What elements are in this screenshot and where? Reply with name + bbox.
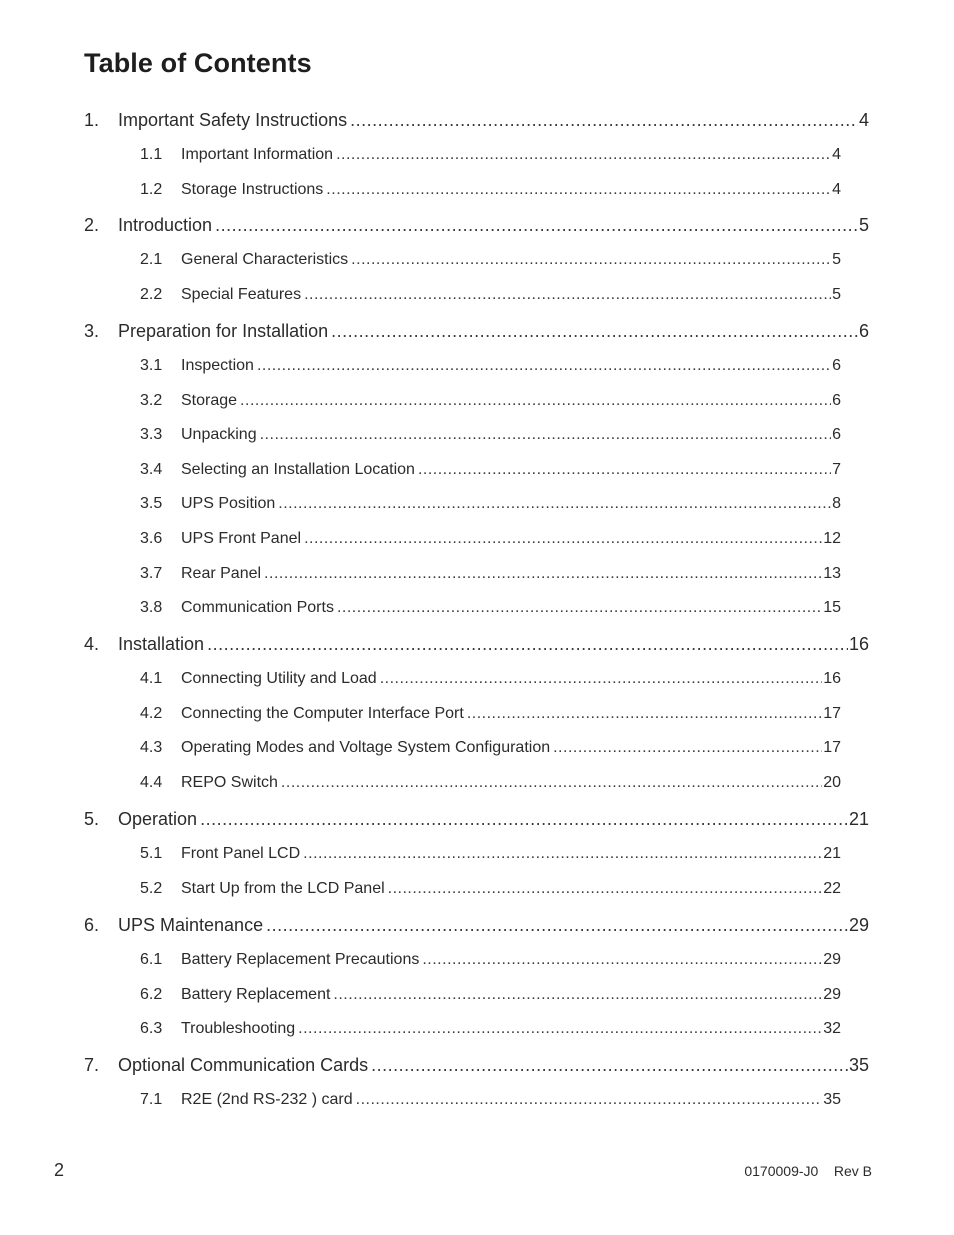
toc-entry-title: R2E (2nd RS-232 ) card	[181, 1091, 353, 1108]
toc-page-number: 29	[823, 951, 841, 968]
toc-entry-number: 5.	[84, 809, 100, 829]
toc-entry-title: Storage	[181, 392, 238, 409]
toc-page-number: 8	[832, 495, 841, 512]
toc-entry-number: 3.6	[140, 530, 163, 547]
dot-leader	[257, 357, 831, 375]
toc-page-number: 21	[848, 809, 869, 829]
toc-entry-title: Connecting Utility and Load	[181, 670, 377, 687]
toc-page-number: 6	[832, 392, 841, 409]
toc-page-number: 17	[823, 705, 841, 722]
toc-entry-title: Preparation for Installation	[118, 321, 329, 341]
toc-page-number: 6	[858, 321, 869, 341]
toc-entry-number: 3.8	[140, 599, 163, 616]
toc-entry-title: General Characteristics	[181, 251, 349, 268]
dot-leader	[380, 670, 823, 688]
toc-entry-number: 4.2	[140, 705, 163, 722]
toc-section-6[interactable]	[84, 915, 869, 936]
toc-page-number: 32	[823, 1020, 841, 1037]
toc-subsection-7-1[interactable]	[140, 1091, 841, 1109]
toc-entry-title: UPS Front Panel	[181, 530, 302, 547]
toc-entry-number: 2.	[84, 215, 100, 235]
dot-leader	[388, 880, 823, 898]
toc-entry-number: 3.1	[140, 357, 163, 374]
dot-leader	[356, 1091, 823, 1109]
toc-subsection-6-1[interactable]	[140, 951, 841, 969]
toc-entry-title: Important Information	[181, 146, 334, 163]
dot-leader	[304, 530, 822, 548]
toc-entry-number: 6.3	[140, 1020, 163, 1037]
toc-page-number: 29	[848, 915, 869, 935]
dot-leader	[326, 181, 831, 199]
toc-entry-number: 1.2	[140, 181, 163, 198]
toc-page-number: 22	[823, 880, 841, 897]
dot-leader	[298, 1020, 822, 1038]
toc-entry-title: UPS Maintenance	[118, 915, 264, 935]
toc-subsection-3-1[interactable]	[140, 357, 841, 375]
toc-entry-number: 3.4	[140, 461, 163, 478]
dot-leader	[336, 146, 831, 164]
toc-entry-number: 1.1	[140, 146, 163, 163]
toc-entry-number: 4.4	[140, 774, 163, 791]
toc-entry-title: Introduction	[118, 215, 213, 235]
dot-leader	[215, 215, 858, 236]
toc-page-number: 4	[858, 110, 869, 130]
toc-page-number: 6	[832, 426, 841, 443]
toc-entry-title: UPS Position	[181, 495, 276, 512]
toc-entry-number: 4.1	[140, 670, 163, 687]
toc-page-number: 13	[823, 565, 841, 582]
toc-page-number: 21	[823, 845, 841, 862]
toc-subsection-6-3[interactable]	[140, 1020, 841, 1038]
toc-subsection-3-6[interactable]	[140, 530, 841, 548]
toc-subsection-3-8[interactable]	[140, 599, 841, 617]
footer-revision: Rev B	[833, 1163, 872, 1179]
toc-entry-title: Front Panel LCD	[181, 845, 301, 862]
toc-section-1[interactable]	[84, 110, 869, 131]
toc-page-number: 35	[848, 1055, 869, 1075]
toc-page-number: 6	[832, 357, 841, 374]
toc-page-number: 5	[858, 215, 869, 235]
toc-subsection-1-2[interactable]	[140, 181, 841, 199]
dot-leader	[278, 495, 831, 513]
toc-entry-number: 7.1	[140, 1091, 163, 1108]
toc-section-7[interactable]	[84, 1055, 869, 1076]
dot-leader	[418, 461, 831, 479]
toc-entry-title: Important Safety Instructions	[118, 110, 348, 130]
toc-entry-number: 3.7	[140, 565, 163, 582]
toc-page-number: 5	[832, 286, 841, 303]
dot-leader	[303, 845, 822, 863]
dot-leader	[350, 110, 858, 131]
toc-entry-title: Operating Modes and Voltage System Configuration	[181, 739, 551, 756]
toc-subsection-3-7[interactable]	[140, 565, 841, 583]
dot-leader	[207, 634, 848, 655]
toc-entry-title: REPO Switch	[181, 774, 278, 791]
page-title: Table of Contents	[84, 48, 312, 78]
toc-entry-number: 1.	[84, 110, 100, 130]
toc-entry-title: Rear Panel	[181, 565, 262, 582]
toc-entry-title: Storage Instructions	[181, 181, 324, 198]
dot-leader	[553, 739, 822, 757]
toc-entry-number: 2.2	[140, 286, 163, 303]
dot-leader	[240, 392, 831, 410]
footer-doc-id: 0170009-J0	[744, 1163, 819, 1179]
toc-subsection-5-2[interactable]	[140, 880, 841, 898]
toc-entry-number: 3.5	[140, 495, 163, 512]
toc-subsection-5-1[interactable]	[140, 845, 841, 863]
toc-page-number: 7	[832, 461, 841, 478]
toc-entry-number: 3.	[84, 321, 100, 341]
dot-leader	[467, 705, 822, 723]
toc-page-number: 35	[823, 1091, 841, 1108]
toc-entry-number: 5.2	[140, 880, 163, 897]
toc-entry-number: 6.	[84, 915, 100, 935]
toc-entry-number: 4.	[84, 634, 100, 654]
toc-entry-title: Connecting the Computer Interface Port	[181, 705, 464, 722]
toc-page-number: 4	[832, 181, 841, 198]
toc-entry-number: 7.	[84, 1055, 100, 1075]
toc-entry-title: Installation	[118, 634, 205, 654]
dot-leader	[281, 774, 822, 792]
toc-entry-title: Operation	[118, 809, 198, 829]
toc-subsection-4-4[interactable]	[140, 774, 841, 792]
dot-leader	[331, 321, 858, 342]
toc-section-5[interactable]	[84, 809, 869, 830]
toc-entry-title: Troubleshooting	[181, 1020, 296, 1037]
toc-entry-title: Communication Ports	[181, 599, 334, 616]
dot-leader	[304, 286, 831, 304]
toc-page-number: 20	[823, 774, 841, 791]
toc-entry-title: Start Up from the LCD Panel	[181, 880, 385, 897]
dot-leader	[351, 251, 831, 269]
toc-page-number: 29	[823, 986, 841, 1003]
toc-subsection-3-5[interactable]	[140, 495, 841, 513]
toc-entry-number: 3.2	[140, 392, 163, 409]
toc-entry-number: 6.2	[140, 986, 163, 1003]
toc-subsection-3-2[interactable]	[140, 392, 841, 410]
toc-subsection-4-1[interactable]	[140, 670, 841, 688]
toc-page-number: 15	[823, 599, 841, 616]
toc-subsection-6-2[interactable]	[140, 986, 841, 1004]
toc-subsection-2-1[interactable]	[140, 251, 841, 269]
footer-document-info	[744, 1163, 872, 1179]
footer-page-number: 2	[54, 1160, 65, 1180]
toc-page-number: 16	[848, 634, 869, 654]
toc-subsection-4-3[interactable]	[140, 739, 841, 757]
toc-entry-title: Selecting an Installation Location	[181, 461, 415, 478]
toc-subsection-3-3[interactable]	[140, 426, 841, 444]
toc-page-number: 17	[823, 739, 841, 756]
toc-subsection-4-2[interactable]	[140, 705, 841, 723]
dot-leader	[260, 426, 831, 444]
toc-entry-title: Special Features	[181, 286, 302, 303]
toc-page-number: 12	[823, 530, 841, 547]
toc-entry-number: 5.1	[140, 845, 163, 862]
dot-leader	[200, 809, 848, 830]
dot-leader	[333, 986, 822, 1004]
toc-section-2[interactable]	[84, 215, 869, 236]
toc-entry-title: Inspection	[181, 357, 254, 374]
toc-entry-number: 2.1	[140, 251, 163, 268]
dot-leader	[264, 565, 822, 583]
dot-leader	[266, 915, 848, 936]
toc-entry-number: 6.1	[140, 951, 163, 968]
toc-entry-number: 4.3	[140, 739, 163, 756]
dot-leader	[422, 951, 822, 969]
toc-subsection-2-2[interactable]	[140, 286, 841, 304]
toc-page-number: 4	[832, 146, 841, 163]
toc-section-4[interactable]	[84, 634, 869, 655]
toc-section-3[interactable]	[84, 321, 869, 342]
toc-entry-title: Battery Replacement Precautions	[181, 951, 420, 968]
toc-entry-title: Battery Replacement	[181, 986, 331, 1003]
dot-leader	[337, 599, 822, 617]
dot-leader	[371, 1055, 848, 1076]
toc-subsection-3-4[interactable]	[140, 461, 841, 479]
toc-entry-title: Unpacking	[181, 426, 257, 443]
toc-page-number: 16	[823, 670, 841, 687]
toc-entry-title: Optional Communication Cards	[118, 1055, 369, 1075]
toc-page-number: 5	[832, 251, 841, 268]
toc-subsection-1-1[interactable]	[140, 146, 841, 164]
toc-entry-number: 3.3	[140, 426, 163, 443]
